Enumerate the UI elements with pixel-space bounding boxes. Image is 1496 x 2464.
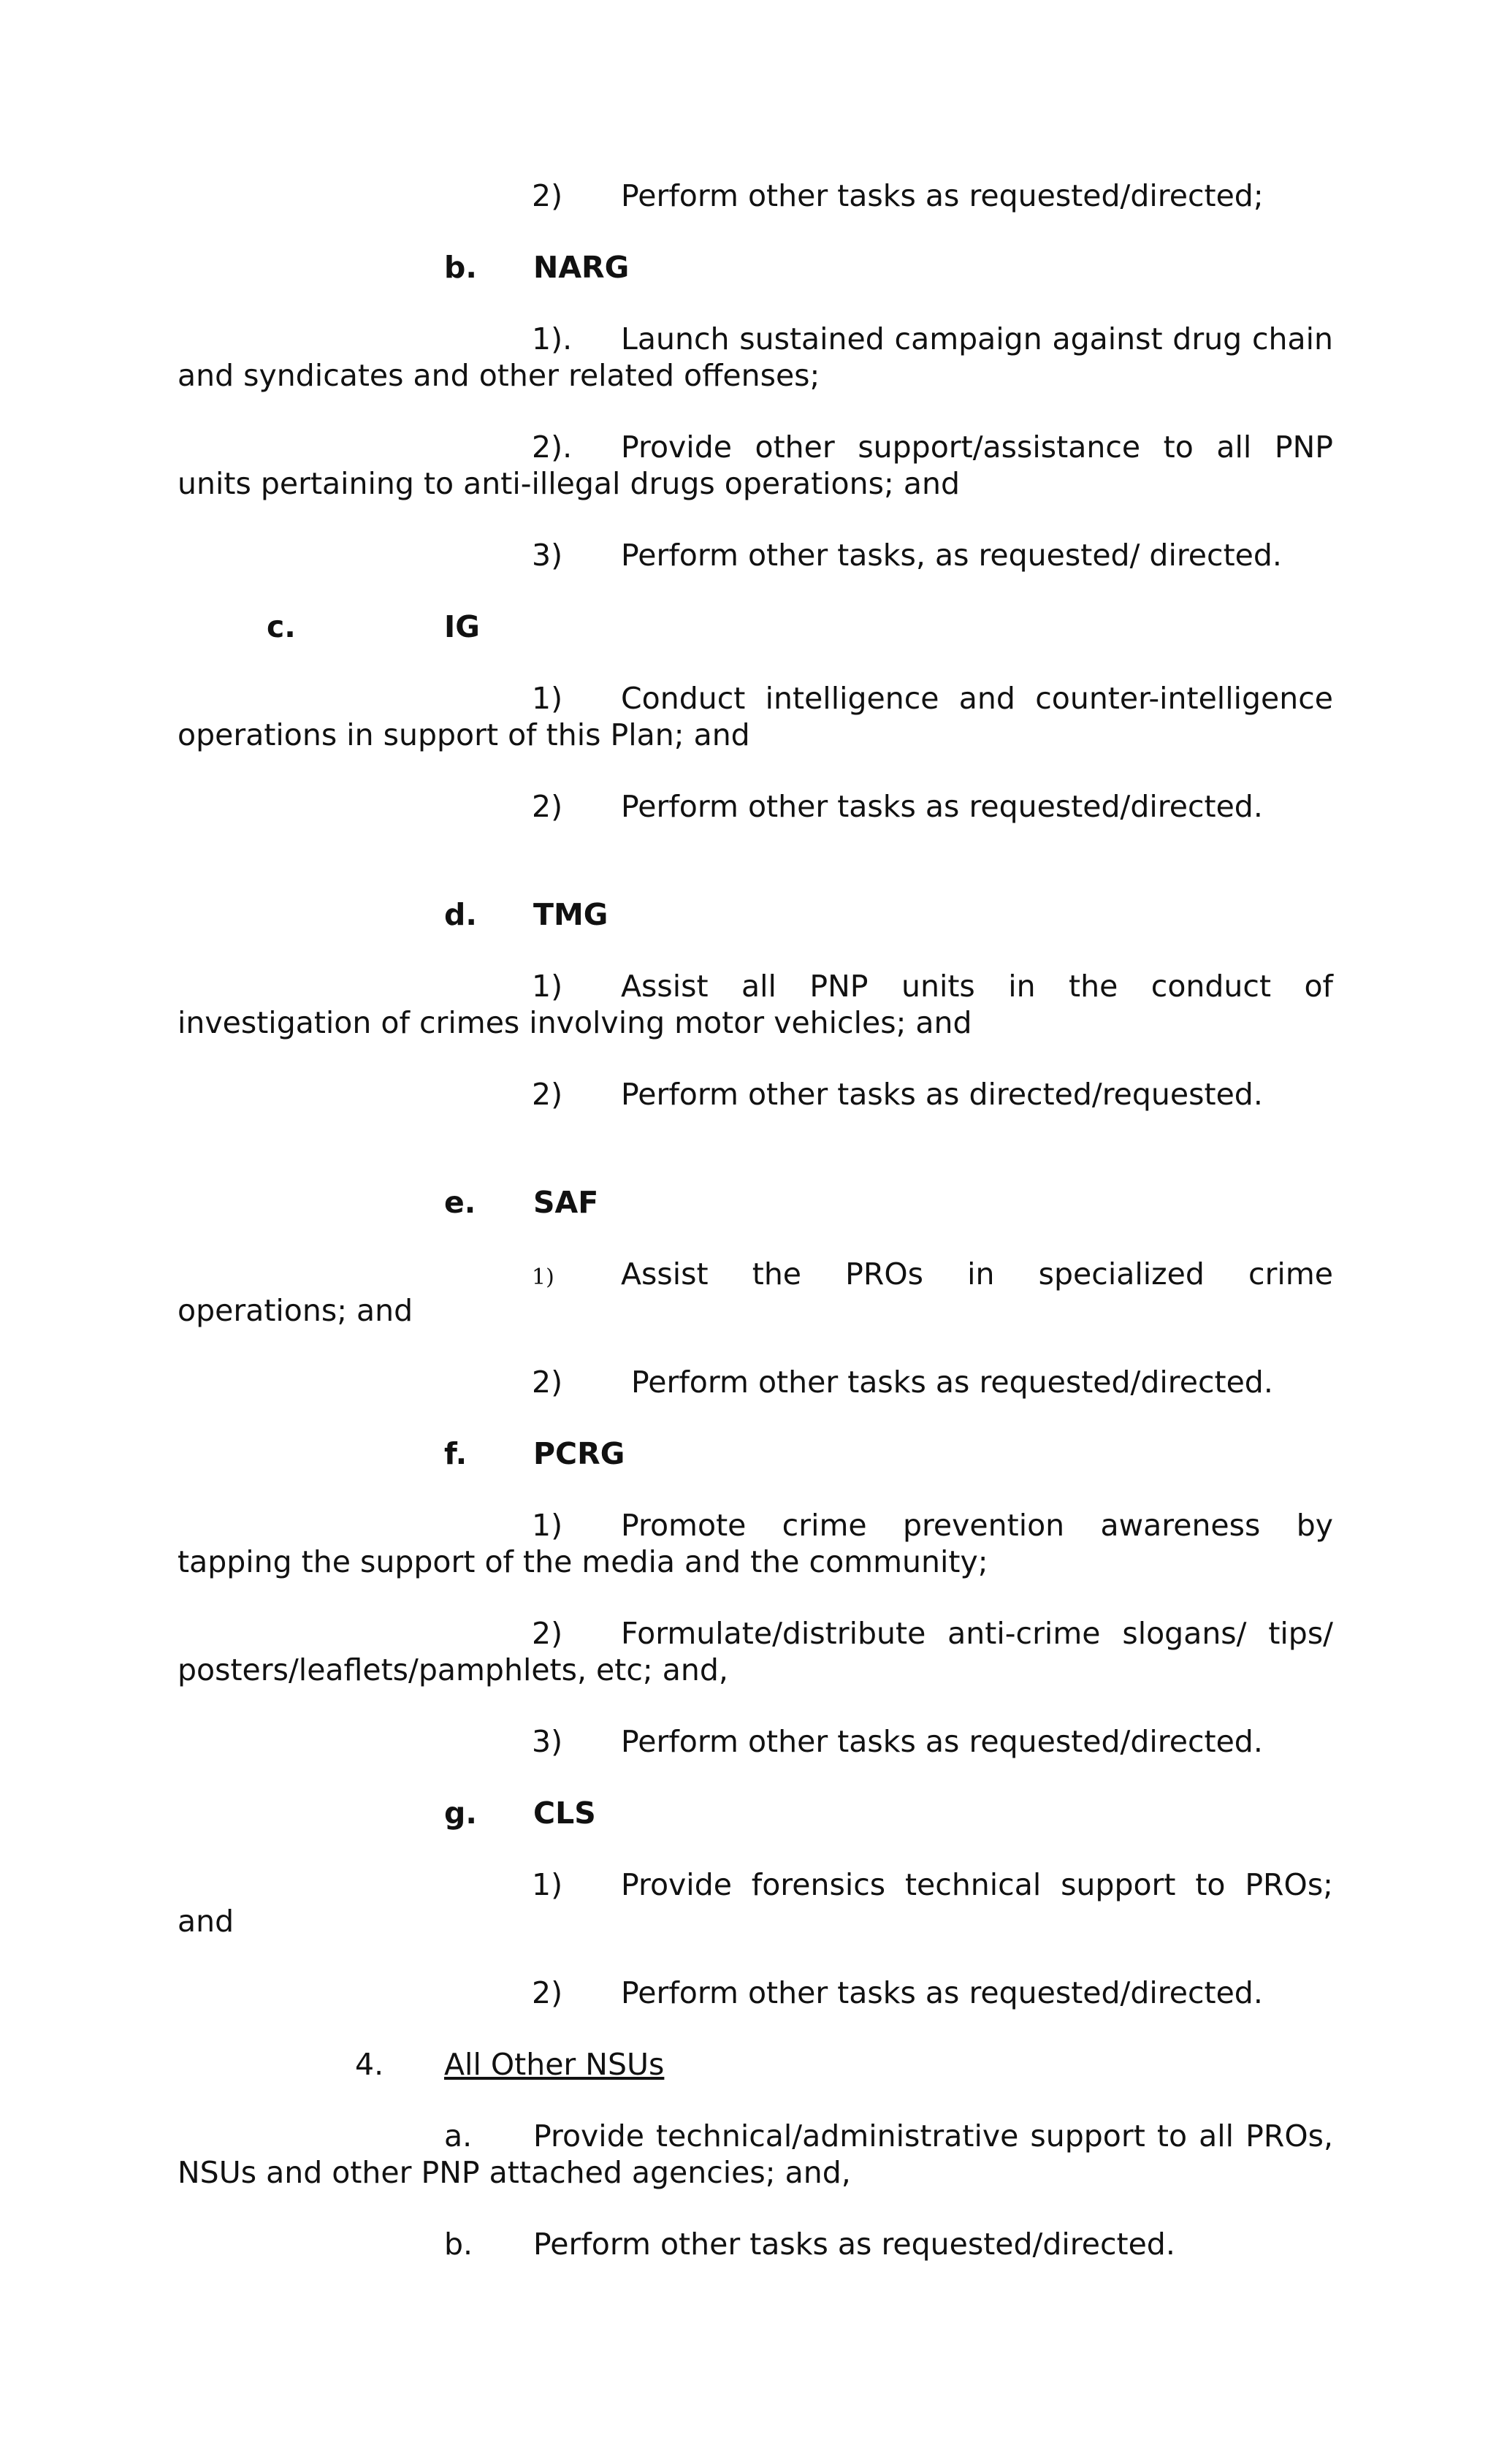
item-continuation: operations in support of this Plan; and [178, 717, 750, 752]
item-continuation: and syndicates and other related offenses; [178, 358, 820, 393]
section-letter: e. [444, 1185, 476, 1220]
section-title-tmg: TMG [533, 897, 608, 932]
item-text: Perform other tasks as requested/directed. [621, 1975, 1263, 2010]
item-continuation: and [178, 1904, 234, 1939]
item-first-line: a. Provide technical/administrative support to all PROs, [444, 2118, 1333, 2154]
section-letter: c. [267, 609, 296, 644]
section-title-other-nsus: All Other NSUs [444, 2047, 665, 2082]
section-title-saf: SAF [533, 1185, 599, 1220]
item-number: 2) [532, 789, 563, 824]
item-text: Perform other tasks as requested/directed. [631, 1365, 1273, 1400]
section-letter: f. [444, 1436, 468, 1471]
item-continuation: posters/leaflets/pamphlets, etc; and, [178, 1652, 728, 1687]
item-first-line: 1). Launch sustained campaign against drug chain [532, 321, 1333, 356]
item-continuation: NSUs and other PNP attached agencies; and, [178, 2155, 851, 2190]
item-continuation: operations; and [178, 1293, 413, 1328]
section-letter: g. [444, 1796, 477, 1831]
item-number: b. [444, 2227, 473, 2262]
item-first-line: 2) Formulate/distribute anti-crime slogans/ tips/ [532, 1616, 1333, 1651]
section-title-cls: CLS [533, 1796, 596, 1831]
item-first-line: 1) Conduct intelligence and counter-intelligence [532, 681, 1333, 716]
item-text: Perform other tasks as requested/directed; [621, 178, 1264, 213]
item-number: 2) [532, 1365, 563, 1400]
item-first-line: 1) Assist all PNP units in the conduct of [532, 969, 1333, 1004]
item-number: 2) [532, 178, 563, 213]
section-letter: d. [444, 897, 477, 932]
item-text: Perform other tasks as requested/directed. [621, 789, 1263, 824]
section-number: 4. [355, 2047, 384, 2082]
item-text: Perform other tasks as requested/directed. [621, 1724, 1263, 1759]
item-text: Perform other tasks, as requested/ directed. [621, 538, 1282, 573]
item-first-line: 2). Provide other support/assistance to all PNP [532, 430, 1333, 465]
item-continuation: investigation of crimes involving motor vehicles; and [178, 1005, 972, 1040]
item-number: 3) [532, 538, 563, 573]
item-continuation: tapping the support of the media and the community; [178, 1544, 988, 1579]
section-letter: b. [444, 250, 477, 285]
item-continuation: units pertaining to anti-illegal drugs operations; and [178, 466, 960, 501]
item-number: 2) [532, 1077, 563, 1112]
item-number: 3) [532, 1724, 563, 1759]
section-title-pcrg: PCRG [533, 1436, 625, 1471]
section-title-narg: NARG [533, 250, 630, 285]
item-number: 2) [532, 1975, 563, 2010]
item-text: Perform other tasks as requested/directed. [533, 2227, 1175, 2262]
item-first-line: 1) Assist the PROs in specialized crime [532, 1256, 1333, 1292]
section-title-ig: IG [444, 609, 480, 644]
item-first-line: 1) Promote crime prevention awareness by [532, 1508, 1333, 1543]
item-first-line: 1) Provide forensics technical support to PROs; [532, 1867, 1333, 1902]
item-text: Perform other tasks as directed/requested. [621, 1077, 1263, 1112]
